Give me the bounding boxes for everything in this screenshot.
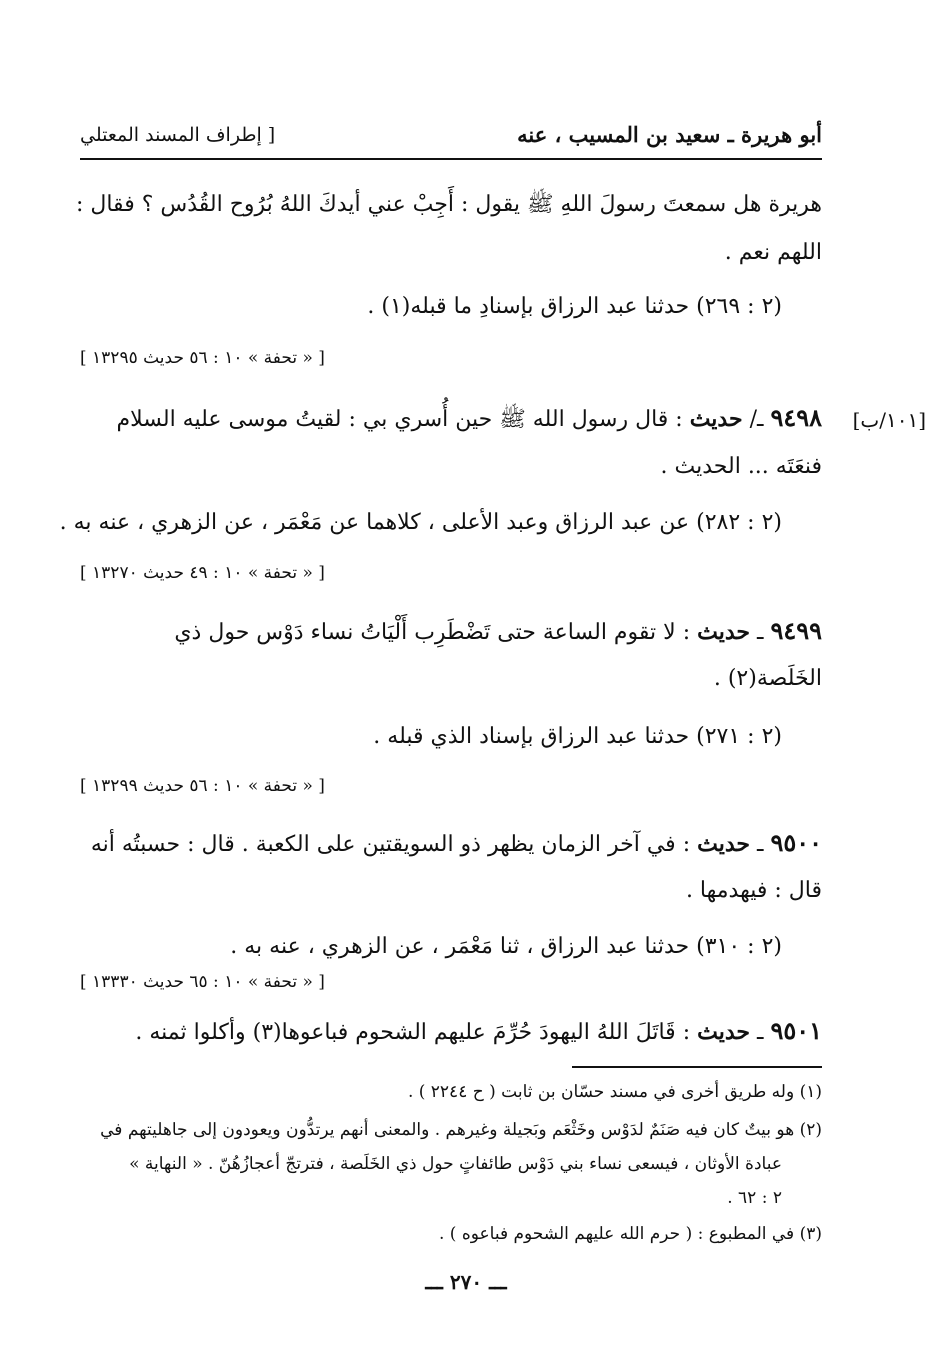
hadith-9501: ٩٥٠١ ـ حديث : قَاتَلَ اللهُ اليهودَ حُرِّمَ عليهم الشحوم فباعوها(٣) وأكلوا ثمنه . [135, 1016, 822, 1045]
text-line: اللهم نعم . [724, 240, 822, 265]
hadith-9498 [78, 403, 822, 435]
tuhfa-reference: [ « تحفة » ١٠ : ٥٦ حديث ١٣٢٩٥ ] [80, 348, 325, 368]
footnote-1: (١) وله طريق أخرى في مسند حسّان بن ثابت ( ح ٢٢٤٤ ) . [407, 1082, 822, 1102]
separator: ـ/ [749, 407, 764, 432]
isnad-line: (٢ : ٢٨٢) عن عبد الرزاق وعبد الأعلى ، كلاهما عن مَعْمَر ، عن الزهري ، عنه به . [59, 510, 782, 535]
hadith-label: حديث [697, 619, 750, 645]
text-line: فنعَتَه ... الحديث . [660, 454, 822, 479]
hadith-label: حديث [697, 831, 750, 857]
text-line: قال : فيهدمها . [685, 878, 822, 903]
hadith-9499: ٩٤٩٩ ـ حديث : لا تقوم الساعة حتى تَضْطَرِب أَلْيَاتُ نساء دَوْس حول ذي [174, 616, 822, 645]
footnote-2-line-3: ٢ : ٦٢ . [727, 1188, 782, 1208]
hadith-number: ٩٥٠٠ [770, 828, 822, 857]
manuscript-folio-note: [١٠١/ب] [852, 408, 926, 432]
isnad-line: (٢ : ٢٧١) حدثنا عبد الرزاق بإسناد الذي قبله . [373, 724, 782, 749]
hadith-label: حديث [697, 1019, 750, 1045]
footnote-2-line-1: (٢) هو بيتٌ كان فيه صَنَمٌ لدَوْس وخَثْعَم وبَجيلة وغيرهم . والمعنى أنهم يرتدُّون ويعودون إلى جاهليتهم في [100, 1120, 822, 1140]
hadith-text: : قَاتَلَ اللهُ اليهودَ حُرِّمَ عليهم الشحوم فباعوها(٣) وأكلوا ثمنه . [135, 1020, 691, 1045]
footnote-divider [572, 1066, 822, 1068]
page-number: ـــ ٢٧٠ ـــ [425, 1270, 507, 1294]
tuhfa-reference: [ « تحفة » ١٠ : ٦٥ حديث ١٣٣٣٠ ] [80, 972, 325, 992]
hadith-number: ٩٥٠١ [770, 1016, 822, 1045]
header-book-title: [ إطراف المسند المعتلي [80, 124, 276, 146]
hadith-9500: ٩٥٠٠ ـ حديث : في آخر الزمان يظهر ذو السويقتين على الكعبة . قال : حسبتُه أنه [90, 828, 822, 857]
hadith-text: : في آخر الزمان يظهر ذو السويقتين على الكعبة . قال : حسبتُه أنه [90, 832, 691, 857]
hadith-text: : قال رسول الله ﷺ حين أُسري بي : لقيتُ موسى عليه السلام [116, 407, 683, 432]
isnad-line: (٢ : ٢٦٩) حدثنا عبد الرزاق بإسنادِ ما قبله(١) . [367, 294, 782, 319]
hadith-number: ٩٤٩٩ [770, 616, 822, 645]
running-header [80, 118, 822, 160]
isnad-line: (٢ : ٣١٠) حدثنا عبد الرزاق ، ثنا مَعْمَر ، عن الزهري ، عنه به . [230, 934, 782, 959]
footnote-3: (٣) في المطبوع : ( حرم الله عليهم الشحوم فباعوه ) . [438, 1224, 822, 1244]
hadith-label: حديث [689, 406, 743, 432]
hadith-text: : لا تقوم الساعة حتى تَضْطَرِب أَلْيَاتُ نساء دَوْس حول ذي [174, 620, 691, 645]
tuhfa-reference: [ « تحفة » ١٠ : ٥٦ حديث ١٣٢٩٩ ] [80, 776, 325, 796]
hadith-number: ٩٤٩٨ [770, 403, 822, 432]
text-line: هريرة هل سمعتَ رسولَ اللهِ ﷺ يقول : أَجِبْ عني أيدكَ اللهُ بُرُوح القُدُس ؟ فقال : [75, 192, 822, 217]
text-line: الخَلَصة(٢) . [713, 666, 822, 691]
header-chapter-title: أبو هريرة ـ سعيد بن المسيب ، عنه [517, 122, 822, 147]
tuhfa-reference: [ « تحفة » ١٠ : ٤٩ حديث ١٣٢٧٠ ] [80, 563, 325, 583]
footnote-2-line-2: عبادة الأوثان ، فيسعى نساء بني دَوْس طائفاتٍ حول ذي الخَلَصة ، فترتجّ أعجازُهُنّ . « النهاية » [129, 1154, 782, 1174]
